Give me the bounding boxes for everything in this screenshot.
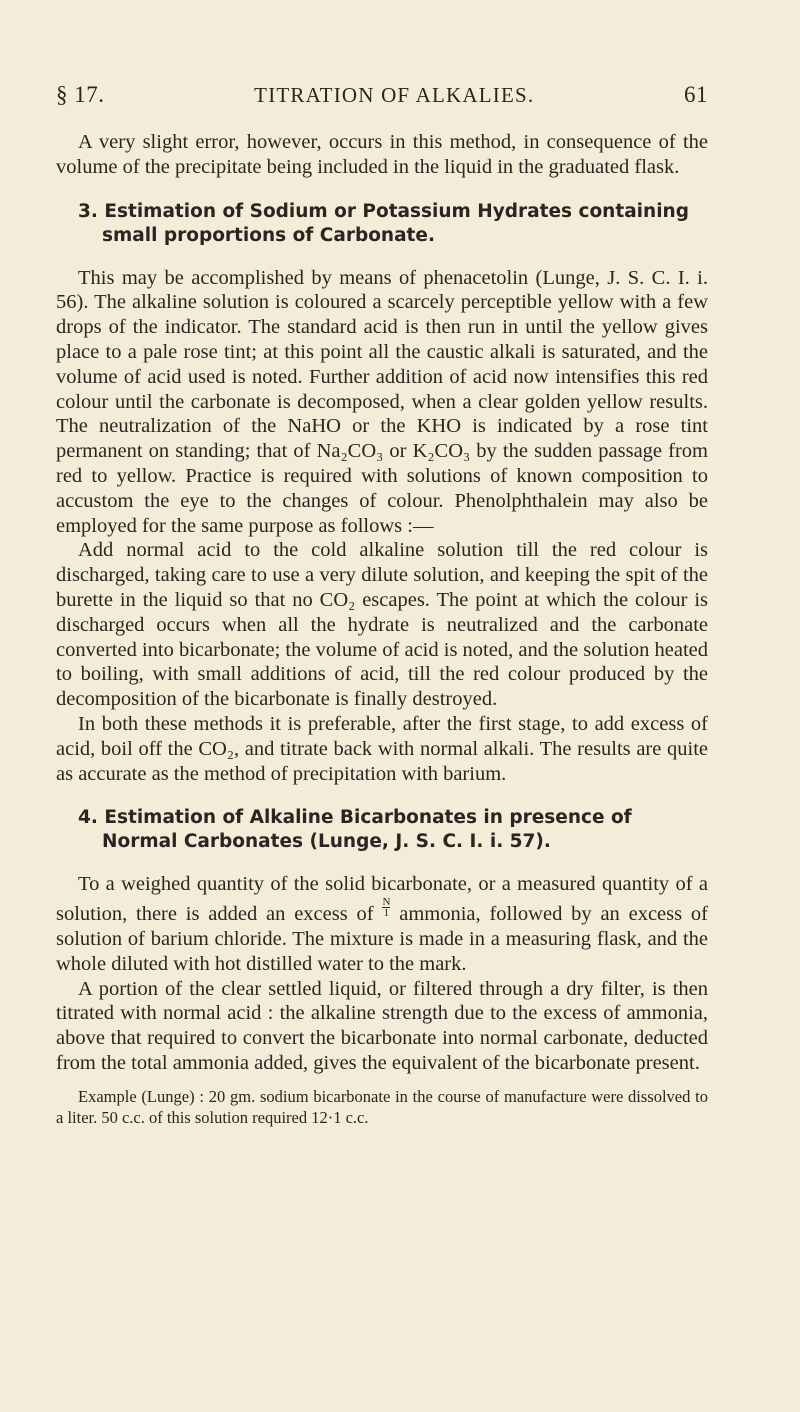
intro-paragraph: A very slight error, however, occurs in this method, in consequence of the volume of the precipitate being included in the liquid in the graduated flask.	[56, 131, 708, 178]
section-3-paragraph-1: This may be accomplished by means of phenacetolin (Lunge, J. S. C. I. i. 56). The alkaline solution is coloured a scarcely perceptible yellow with a few drops of the indicator. The standard acid is then run in until the yellow gives place to a pale rose tint; at this point all the caustic alkali is saturated, and the volume of acid used is noted. Further addition of acid now intensifies this red colour until the carbonate is decomposed, when a clear golden yellow results. The neutralization of the NaHO or the KHO is indicated by a rose tint permanent on standing; that of Na₂CO₃ or K₂CO₃ by the sudden passage from red to yellow. Practice is required with solutions of known composition to accustom the eye to the changes of colour. Phenolphthalein may also be employed for the same purpose as follows :—	[56, 266, 708, 537]
fraction-numerator: N	[382, 896, 391, 909]
section-3-heading: 3. Estimation of Sodium or Potassium Hydrates containing small proportions of Carbonate.	[78, 200, 689, 246]
normal-fraction	[382, 897, 390, 918]
example-note: Example (Lunge) : 20 gm. sodium bicarbonate in the course of manufacture were dissolved to a liter. 50 c.c. of this solution required 12·1 c.c.	[56, 1086, 708, 1127]
fraction-denominator: 1	[383, 907, 390, 920]
section-4-paragraph-1	[56, 872, 708, 976]
paragraph-text: To a weighed quantity of the solid bicarbonate, or a measured quantity of a solution, there is added an excess of	[56, 873, 708, 926]
section-4-heading: 4. Estimation of Alkaline Bicarbonates in presence of Normal Carbonates (Lunge, J. S. C. I. i. 57).	[78, 807, 632, 853]
section-4-paragraph-2: A portion of the clear settled liquid, or filtered through a dry filter, is then titrated with normal acid : the alkaline strength due to the excess of ammonia, above that required to convert the bicarbonate into normal carbonate, deducted from the total ammonia added, gives the equivalent of the bicarbonate present.	[56, 977, 708, 1074]
running-header	[56, 82, 708, 108]
page-number: 61	[683, 82, 708, 107]
paragraph-text: ammonia, followed by an excess of solution of barium chloride. The mixture is made in a measuring flask, and the whole diluted with hot distilled water to the mark.	[56, 903, 709, 975]
section-3-paragraph-3: In both these methods it is preferable, after the first stage, to add excess of acid, boil off the CO₂, and titrate back with normal alkali. The results are quite as accurate as the method of precipitation with barium.	[56, 712, 708, 785]
section-3-paragraph-2: Add normal acid to the cold alkaline solution till the red colour is discharged, taking care to use a very dilute solution, and keeping the spit of the burette in the liquid so that no CO₂ escapes. The point at which the colour is discharged occurs when all the hydrate is neutralized and the carbonate converted into bicarbonate; the volume of acid is noted, and the solution heated to boiling, with small additions of acid, till the red colour produced by the decomposition of the bicarbonate is finally destroyed.	[56, 539, 708, 711]
section-number: § 17.	[56, 82, 105, 107]
running-title: TITRATION OF ALKALIES.	[254, 83, 535, 107]
